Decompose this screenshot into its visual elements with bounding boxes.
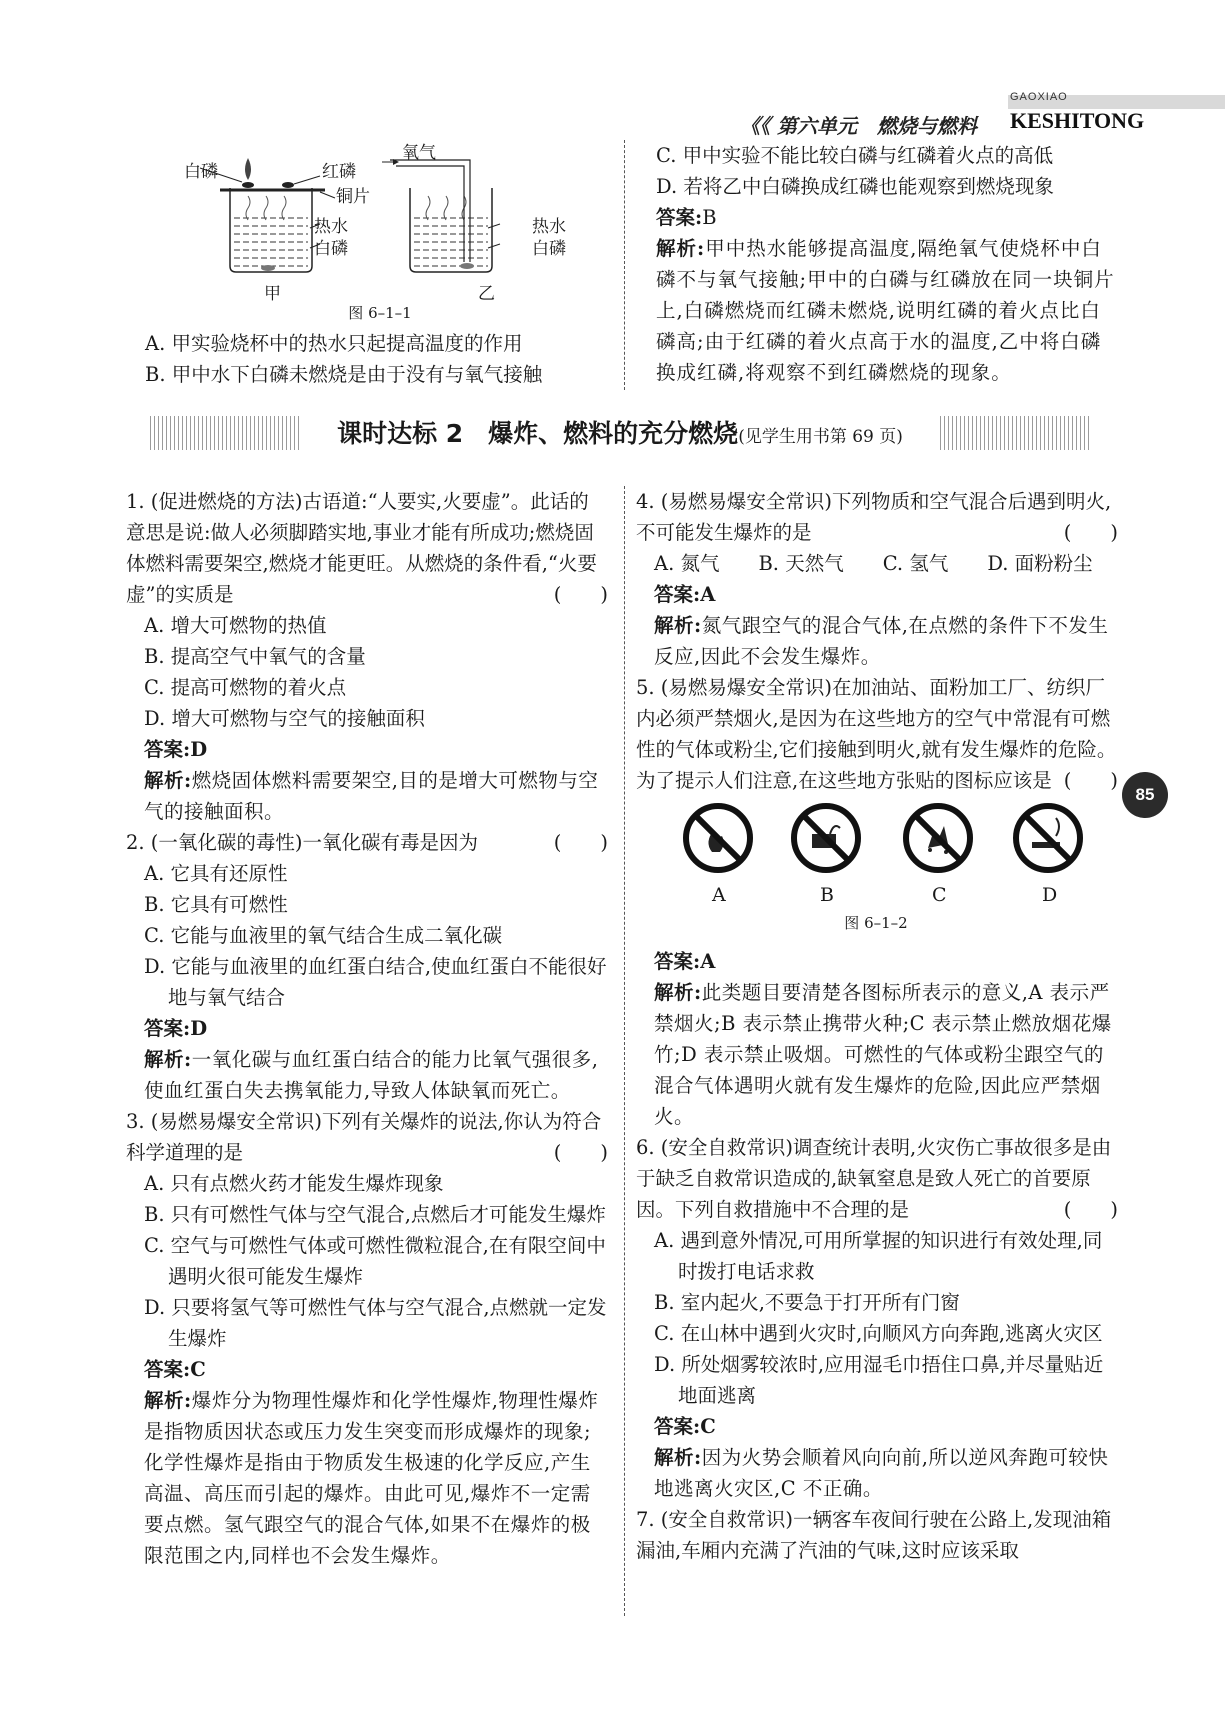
section-banner <box>150 412 1090 456</box>
q2-explanation <box>126 1044 608 1106</box>
q4-paren: ( ) <box>1063 521 1118 544</box>
q6-answer-value: C <box>700 1415 716 1438</box>
q3-option-b: B. 只有可燃性气体与空气混合,点燃后才可能发生爆炸 <box>144 1203 606 1226</box>
answer-value: B <box>702 206 717 229</box>
question-5 <box>636 672 1118 1132</box>
q5-explanation <box>636 977 1118 1132</box>
q5-stem: 5. (易燃易爆安全常识)在加油站、面粉加工厂、纺织厂内必须严禁烟火,是因为在这些地方的空气中常混有可燃性的气体或粉尘,它们接触到明火,就有发生爆炸的危险。为了提示人们注意,在这些地方张贴的图标应该是 <box>636 676 1117 792</box>
q6-option-d: D. 所处烟雾较浓时,应用湿毛巾捂住口鼻,并尽量贴近地面逃离 <box>654 1353 1104 1407</box>
answer-line <box>656 202 1121 233</box>
label-yi: 乙 <box>478 284 495 304</box>
left-column <box>126 486 608 1571</box>
q1-option-b: B. 提高空气中氧气的含量 <box>144 645 366 668</box>
q5-answer-label: 答案: <box>654 950 701 973</box>
q4-answer-value: A <box>700 583 716 606</box>
header-gaoxiao: GAOXIAO <box>1010 91 1068 103</box>
explanation-text: 甲中热水能够提高温度,隔绝氧气使烧杯中白磷不与氧气接触;甲中的白磷与红磷放在同一块铜片上,白磷燃烧而红磷未燃烧,说明红磷的着火点比白磷高;由于红磷的着火点高于水的温度,乙中将白磷换成红磷,将观察不到红磷燃烧的现象。 <box>656 237 1115 384</box>
q2-paren: ( ) <box>553 831 608 854</box>
q3-explanation-text: 爆炸分为物理性爆炸和化学性爆炸,物理性爆炸是指物质因状态或压力发生突变而形成爆炸的现象;化学性爆炸是指由于物质发生极速的化学反应,产生高温、高压而引起的爆炸。由此可见,爆炸不一定需要点燃。氢气跟空气的混合气体,如果不在爆炸的极限范围之内,同样也不会发生爆炸。 <box>144 1389 599 1567</box>
sign-label-c: C <box>932 884 947 906</box>
explanation <box>656 233 1121 388</box>
banner-hatch-left <box>150 416 300 450</box>
right-column <box>636 486 1118 1566</box>
question-4 <box>636 486 1118 672</box>
explanation-label: 解析: <box>656 237 706 260</box>
page-number-badge: 85 <box>1122 772 1168 818</box>
q3-stem-block <box>126 1106 608 1168</box>
q2-option-d: D. 它能与血液里的血红蛋白结合,使血红蛋白不能很好地与氧气结合 <box>144 955 607 1009</box>
section-ref: (见学生用书第 69 页) <box>738 427 903 447</box>
q3-stem: 3. (易燃易爆安全常识)下列有关爆炸的说法,你认为符合科学道理的是 <box>126 1110 602 1164</box>
top-left-block <box>145 328 615 390</box>
q6-explanation-label: 解析: <box>654 1446 702 1469</box>
water-lines-yi <box>414 218 488 266</box>
label-yangqi: 氧气 <box>402 143 436 163</box>
sign-no-fire-carry-icon <box>794 806 858 870</box>
q1-explanation <box>126 765 608 827</box>
q5-answer-value: A <box>700 950 716 973</box>
option-c: C. 甲中实验不能比较白磷与红磷着火点的高低 <box>656 144 1054 167</box>
q5-paren: ( ) <box>1063 769 1118 792</box>
q1-option-a: A. 增大可燃物的热值 <box>144 614 327 637</box>
beaker-yi <box>410 188 492 272</box>
q6-paren: ( ) <box>1063 1198 1118 1221</box>
sign-label-d: D <box>1042 884 1058 906</box>
figure-6-1-2 <box>636 796 1118 946</box>
q6-stem-block <box>636 1132 1118 1225</box>
q1-option-d: D. 增大可燃物与空气的接触面积 <box>144 707 425 730</box>
option-d: D. 若将乙中白磷换成红磷也能观察到燃烧现象 <box>656 175 1054 198</box>
q6-explanation <box>636 1442 1118 1504</box>
label-reshui2: 热水 <box>532 217 566 237</box>
q6-stem: 6. (安全自救常识)调查统计表明,火灾伤亡事故很多是由于缺乏自救常识造成的,缺氧窒息是致人死亡的首要原因。下列自救措施中不合理的是 <box>636 1136 1112 1221</box>
figure-caption-6-1-1: 图 6–1–1 <box>348 304 412 322</box>
q1-paren: ( ) <box>553 583 608 606</box>
answer-label: 答案: <box>656 206 703 229</box>
label-baihu3: 白磷 <box>532 239 566 259</box>
water-lines-jia <box>234 218 308 266</box>
figure-caption-6-1-2: 图 6–1–2 <box>844 914 908 932</box>
q3-option-d: D. 只要将氢气等可燃性气体与空气混合,点燃就一定发生爆炸 <box>144 1296 607 1350</box>
section-title <box>300 412 940 456</box>
label-honglin: 红磷 <box>322 162 356 182</box>
sign-no-fireworks-icon <box>906 806 970 870</box>
label-jia: 甲 <box>264 284 281 304</box>
section-title-text: 课时达标 2 爆炸、燃料的充分燃烧 <box>337 419 739 448</box>
q5-answer <box>636 946 1118 977</box>
header-keshitong: KESHITONG <box>1010 108 1145 133</box>
q4-explanation <box>636 610 1118 672</box>
q7-stem: 7. (安全自救常识)一辆客车夜间行驶在公路上,发现油箱漏油,车厢内充满了汽油的气味,这时应该采取 <box>636 1508 1112 1562</box>
q5-explanation-text: 此类题目要清楚各图标所表示的意义,A 表示严禁烟火;B 表示禁止携带火种;C 表示禁止燃放烟花爆竹;D 表示禁止吸烟。可燃性的气体或粉尘跟空气的混合气体遇明火就有发生爆炸的危险,因此应严禁烟火。 <box>654 981 1112 1128</box>
q6-answer-label: 答案: <box>654 1415 701 1438</box>
q3-explanation-label: 解析: <box>144 1389 192 1412</box>
q4-explanation-label: 解析: <box>654 614 702 637</box>
q3-answer-label: 答案: <box>144 1358 191 1381</box>
question-7 <box>636 1504 1118 1566</box>
q4-explanation-text: 氮气跟空气的混合气体,在点燃的条件下不发生反应,因此不会发生爆炸。 <box>654 614 1109 668</box>
q1-explanation-text: 燃烧固体燃料需要架空,目的是增大可燃物与空气的接触面积。 <box>144 769 599 823</box>
q2-answer <box>126 1013 608 1044</box>
label-reshui: 热水 <box>314 217 348 237</box>
q4-answer <box>636 579 1118 610</box>
option-a: A. 甲实验烧杯中的热水只起提高温度的作用 <box>145 332 523 355</box>
unit-title: 《《 第六单元 燃烧与燃料 <box>740 114 977 138</box>
banner-hatch-right <box>940 416 1090 450</box>
sign-no-smoking-icon <box>1016 806 1080 870</box>
question-1 <box>126 486 608 827</box>
column-divider-main <box>624 486 625 1616</box>
q2-option-c: C. 它能与血液里的氧气结合生成二氧化碳 <box>144 924 503 947</box>
sign-no-fire-icon <box>686 806 750 870</box>
q1-answer <box>126 734 608 765</box>
q1-option-c: C. 提高可燃物的着火点 <box>144 676 347 699</box>
q3-paren: ( ) <box>553 1141 608 1164</box>
q1-explanation-label: 解析: <box>144 769 192 792</box>
question-6 <box>636 1132 1118 1504</box>
label-baihu2: 白磷 <box>314 239 348 259</box>
q6-option-c: C. 在山林中遇到火灾时,向顺风方向奔跑,逃离火灾区 <box>654 1322 1103 1345</box>
q6-explanation-text: 因为火势会顺着风向向前,所以逆风奔跑可较快地逃离火灾区,C 不正确。 <box>654 1446 1109 1500</box>
q3-explanation <box>126 1385 608 1571</box>
column-divider-top <box>624 140 625 390</box>
q3-option-a: A. 只有点燃火药才能发生爆炸现象 <box>144 1172 444 1195</box>
q1-stem: 1. (促进燃烧的方法)古语道:“人要实,火要虚”。此话的意思是说:做人必须脚踏实地,事业才能有所成功;燃烧固体燃料需要架空,燃烧才能更旺。从燃烧的条件看,“火要虚”的实质是 <box>126 490 597 606</box>
q5-stem-block <box>636 672 1118 796</box>
q3-answer-value: C <box>190 1358 206 1381</box>
q3-option-c: C. 空气与可燃性气体或可燃性微粒混合,在有限空间中遇明火很可能发生爆炸 <box>144 1234 606 1288</box>
option-b: B. 甲中水下白磷未燃烧是由于没有与氧气接触 <box>145 363 543 386</box>
q2-answer-label: 答案: <box>144 1017 191 1040</box>
label-baihu: 白磷 <box>184 162 218 182</box>
figure-6-1-1 <box>170 138 590 318</box>
q4-stem: 4. (易燃易爆安全常识)下列物质和空气混合后遇到明火,不可能发生爆炸的是 <box>636 490 1112 544</box>
q2-explanation-label: 解析: <box>144 1048 192 1071</box>
q4-answer-label: 答案: <box>654 583 701 606</box>
beaker-jia <box>220 188 325 272</box>
q4-stem-block <box>636 486 1118 548</box>
sign-label-b: B <box>820 884 834 906</box>
q2-stem-block <box>126 827 608 858</box>
flame-icon <box>245 158 251 180</box>
q1-stem-block <box>126 486 608 610</box>
q2-option-b: B. 它具有可燃性 <box>144 893 288 916</box>
q6-answer <box>636 1411 1118 1442</box>
q2-stem: 2. (一氧化碳的毒性)一氧化碳有毒是因为 <box>126 831 479 854</box>
q6-option-b: B. 室内起火,不要急于打开所有门窗 <box>654 1291 960 1314</box>
top-right-block <box>656 140 1121 388</box>
q3-answer <box>126 1354 608 1385</box>
sign-label-a: A <box>712 884 726 906</box>
q1-answer-value: D <box>190 738 208 761</box>
q2-explanation-text: 一氧化碳与血红蛋白结合的能力比氧气强很多,使血红蛋白失去携氧能力,导致人体缺氧而死亡。 <box>144 1048 599 1102</box>
q5-explanation-label: 解析: <box>654 981 702 1004</box>
q2-answer-value: D <box>190 1017 208 1040</box>
q1-answer-label: 答案: <box>144 738 191 761</box>
label-tongpian: 铜片 <box>336 187 370 207</box>
q4-options: A. 氮气 B. 天然气 C. 氢气 D. 面粉粉尘 <box>654 552 1093 575</box>
q2-option-a: A. 它具有还原性 <box>144 862 288 885</box>
question-3 <box>126 1106 608 1571</box>
q6-option-a: A. 遇到意外情况,可用所掌握的知识进行有效处理,同时拨打电话求救 <box>654 1229 1103 1283</box>
question-2 <box>126 827 608 1106</box>
